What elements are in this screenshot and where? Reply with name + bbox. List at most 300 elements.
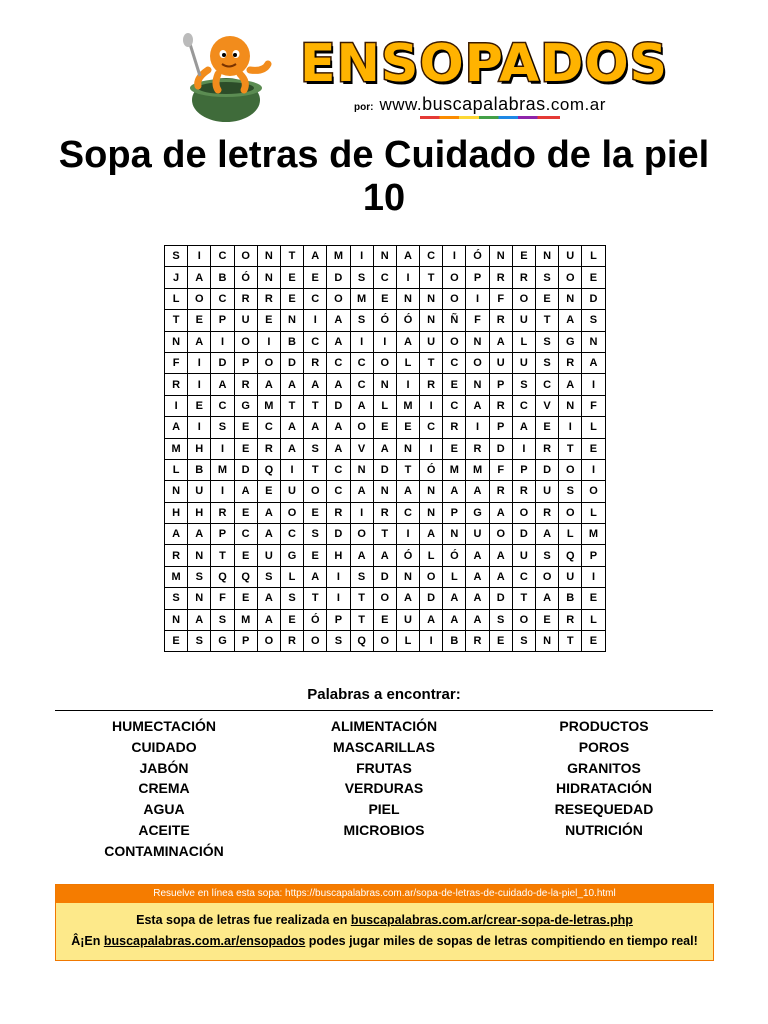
ensopados-link[interactable]: buscapalabras.com.ar/ensopados — [103, 934, 306, 948]
grid-cell: O — [559, 267, 582, 288]
word-item: HUMECTACIÓN — [112, 718, 216, 734]
word-search-grid — [164, 245, 606, 652]
grid-cell: A — [443, 609, 466, 630]
grid-cell: E — [234, 588, 257, 609]
grid-cell: S — [304, 524, 327, 545]
grid-row — [165, 524, 606, 545]
grid-cell: U — [188, 481, 211, 502]
grid-cell: T — [512, 588, 535, 609]
grid-cell: Ó — [443, 545, 466, 566]
grid-cell: D — [373, 566, 396, 587]
grid-cell: U — [280, 481, 303, 502]
grid-cell: U — [536, 481, 559, 502]
grid-cell: M — [396, 395, 419, 416]
word-item: PRODUCTOS — [559, 718, 649, 734]
grid-cell: D — [582, 288, 605, 309]
grid-cell: S — [188, 631, 211, 652]
grid-cell: O — [443, 288, 466, 309]
grid-cell: A — [396, 246, 419, 267]
grid-cell: O — [350, 417, 373, 438]
grid-cell: I — [280, 459, 303, 480]
grid-cell: R — [165, 545, 188, 566]
grid-cell: A — [396, 331, 419, 352]
grid-cell: N — [373, 374, 396, 395]
grid-cell: C — [304, 288, 327, 309]
grid-cell: S — [536, 545, 559, 566]
grid-cell: I — [188, 417, 211, 438]
word-item: PIEL — [368, 801, 400, 818]
word-column-1 — [54, 716, 274, 862]
grid-cell: D — [489, 438, 512, 459]
grid-cell: I — [188, 374, 211, 395]
grid-row — [165, 352, 606, 373]
grid-cell: I — [420, 395, 443, 416]
grid-cell: R — [234, 288, 257, 309]
grid-cell: A — [350, 481, 373, 502]
grid-cell: O — [466, 352, 489, 373]
grid-cell: R — [559, 609, 582, 630]
grid-cell: M — [211, 459, 234, 480]
online-solve-link[interactable]: Resuelve en línea esta sopa: https://buscapalabras.com.ar/sopa-de-letras-de-cuidado-de-la-piel_10.html — [56, 885, 713, 903]
grid-cell: T — [280, 395, 303, 416]
footer-line-2 — [56, 929, 713, 951]
grid-cell: A — [188, 267, 211, 288]
grid-cell: N — [536, 631, 559, 652]
grid-cell: L — [280, 566, 303, 587]
grid-cell: L — [165, 288, 188, 309]
grid-cell: P — [327, 609, 350, 630]
grid-cell: O — [443, 267, 466, 288]
footer-box — [55, 884, 714, 961]
grid-cell: A — [466, 545, 489, 566]
grid-cell: P — [234, 352, 257, 373]
grid-cell: E — [582, 438, 605, 459]
grid-cell: R — [373, 502, 396, 523]
grid-cell: I — [396, 374, 419, 395]
brand-name: ENSOPADOS — [300, 34, 669, 94]
grid-cell: R — [304, 352, 327, 373]
grid-cell: A — [489, 502, 512, 523]
grid-cell: U — [559, 566, 582, 587]
grid-cell: R — [466, 438, 489, 459]
grid-cell: C — [350, 374, 373, 395]
grid-cell: Ó — [234, 267, 257, 288]
grid-cell: E — [373, 417, 396, 438]
grid-cell: G — [466, 502, 489, 523]
grid-cell: N — [165, 331, 188, 352]
grid-row — [165, 417, 606, 438]
grid-cell: U — [559, 246, 582, 267]
grid-cell: P — [466, 267, 489, 288]
grid-cell: A — [582, 352, 605, 373]
grid-cell: E — [536, 417, 559, 438]
grid-cell: C — [420, 417, 443, 438]
grid-cell: O — [489, 524, 512, 545]
grid-cell: Ó — [396, 310, 419, 331]
page-title: Sopa de letras de Cuidado de la piel 10 — [58, 134, 710, 219]
grid-cell: E — [234, 502, 257, 523]
grid-cell: L — [582, 502, 605, 523]
grid-cell: E — [512, 246, 535, 267]
grid-cell: N — [443, 524, 466, 545]
grid-cell: T — [373, 524, 396, 545]
grid-cell: P — [211, 524, 234, 545]
grid-cell: H — [188, 502, 211, 523]
grid-cell: N — [373, 481, 396, 502]
grid-cell: A — [257, 374, 280, 395]
grid-cell: E — [234, 438, 257, 459]
grid-cell: E — [234, 545, 257, 566]
grid-cell: T — [350, 588, 373, 609]
grid-cell: R — [211, 502, 234, 523]
grid-cell: N — [188, 545, 211, 566]
grid-cell: A — [466, 481, 489, 502]
word-item: CUIDADO — [131, 738, 197, 755]
word-item: GRANITOS — [567, 759, 641, 776]
grid-cell: T — [211, 545, 234, 566]
grid-row — [165, 374, 606, 395]
grid-cell: N — [257, 267, 280, 288]
grid-cell: O — [512, 609, 535, 630]
grid-cell: N — [420, 288, 443, 309]
grid-cell: N — [165, 609, 188, 630]
grid-cell: Ó — [373, 310, 396, 331]
grid-cell: O — [373, 588, 396, 609]
grid-cell: O — [512, 502, 535, 523]
grid-cell: S — [512, 374, 535, 395]
grid-cell: O — [188, 288, 211, 309]
grid-cell: N — [420, 481, 443, 502]
grid-cell: S — [512, 631, 535, 652]
grid-cell: A — [327, 331, 350, 352]
grid-cell: U — [489, 352, 512, 373]
grid-cell: E — [280, 288, 303, 309]
brand-logo — [300, 34, 669, 94]
grid-cell: N — [188, 588, 211, 609]
grid-cell: N — [466, 374, 489, 395]
grid-cell: E — [536, 288, 559, 309]
grid-cell: U — [512, 310, 535, 331]
grid-cell: U — [512, 545, 535, 566]
grid-cell: S — [165, 246, 188, 267]
grid-cell: F — [466, 310, 489, 331]
grid-cell: U — [420, 331, 443, 352]
grid-cell: O — [234, 331, 257, 352]
footer-line-2-prefix: Â¡En — [71, 934, 104, 948]
grid-cell: G — [211, 631, 234, 652]
grid-cell: A — [350, 395, 373, 416]
grid-cell: R — [327, 502, 350, 523]
grid-cell: A — [396, 588, 419, 609]
grid-cell: Q — [257, 459, 280, 480]
grid-cell: D — [327, 524, 350, 545]
grid-cell: P — [512, 459, 535, 480]
grid-row — [165, 395, 606, 416]
grid-cell: P — [582, 545, 605, 566]
grid-cell: A — [327, 310, 350, 331]
byline-www: www. — [379, 95, 423, 114]
grid-cell: I — [582, 374, 605, 395]
grid-row — [165, 310, 606, 331]
grid-cell: I — [443, 246, 466, 267]
grid-cell: Ó — [396, 545, 419, 566]
grid-cell: Ó — [420, 459, 443, 480]
grid-cell: M — [350, 288, 373, 309]
grid-cell: I — [188, 352, 211, 373]
grid-cell: L — [420, 545, 443, 566]
grid-row — [165, 588, 606, 609]
grid-cell: E — [373, 609, 396, 630]
grid-cell: R — [234, 374, 257, 395]
grid-cell: B — [280, 331, 303, 352]
grid-cell: U — [466, 524, 489, 545]
grid-cell: A — [420, 524, 443, 545]
create-puzzle-link[interactable]: buscapalabras.com.ar/crear-sopa-de-letras.php — [350, 913, 633, 927]
grid-cell: I — [396, 524, 419, 545]
octopus-mascot-icon — [178, 30, 278, 125]
words-heading: Palabras a encontrar: — [307, 686, 461, 703]
grid-cell: E — [443, 374, 466, 395]
grid-cell: L — [373, 395, 396, 416]
grid-cell: A — [536, 588, 559, 609]
grid-cell: E — [304, 545, 327, 566]
word-item: ACEITE — [138, 821, 190, 838]
grid-cell: I — [396, 267, 419, 288]
byline — [354, 96, 606, 116]
grid-cell: O — [373, 352, 396, 373]
grid-cell: A — [165, 417, 188, 438]
grid-cell: I — [420, 438, 443, 459]
grid-cell: I — [512, 438, 535, 459]
grid-cell: Ñ — [443, 310, 466, 331]
grid-row — [165, 331, 606, 352]
grid-cell: A — [280, 374, 303, 395]
grid-cell: I — [420, 631, 443, 652]
grid-cell: E — [188, 395, 211, 416]
grid-cell: Q — [211, 566, 234, 587]
grid-cell: I — [582, 459, 605, 480]
grid-cell: F — [489, 288, 512, 309]
grid-cell: T — [396, 459, 419, 480]
grid-cell: O — [536, 566, 559, 587]
grid-cell: V — [350, 438, 373, 459]
word-item: MICROBIOS — [343, 821, 425, 838]
grid-cell: I — [327, 588, 350, 609]
grid-cell: A — [304, 417, 327, 438]
grid-cell: A — [234, 481, 257, 502]
grid-cell: D — [280, 352, 303, 373]
grid-cell: C — [512, 395, 535, 416]
grid-row — [165, 288, 606, 309]
grid-cell: C — [327, 352, 350, 373]
grid-cell: E — [257, 310, 280, 331]
grid-cell: A — [559, 374, 582, 395]
grid-cell: E — [188, 310, 211, 331]
divider — [55, 710, 713, 711]
grid-cell: A — [280, 438, 303, 459]
grid-cell: R — [512, 481, 535, 502]
grid-cell: A — [304, 566, 327, 587]
grid-cell: C — [327, 481, 350, 502]
grid-cell: A — [489, 331, 512, 352]
grid-cell: R — [489, 267, 512, 288]
grid-row — [165, 267, 606, 288]
grid-cell: O — [512, 288, 535, 309]
grid-cell: O — [582, 481, 605, 502]
grid-cell: T — [420, 267, 443, 288]
grid-row — [165, 609, 606, 630]
grid-cell: I — [327, 566, 350, 587]
footer-line-2-suffix: podes jugar miles de sopas de letras compitiendo en tiempo real! — [305, 934, 698, 948]
grid-cell: D — [420, 588, 443, 609]
grid-cell: A — [165, 524, 188, 545]
grid-cell: R — [280, 631, 303, 652]
grid-cell: A — [188, 609, 211, 630]
grid-cell: D — [234, 459, 257, 480]
grid-cell: M — [443, 459, 466, 480]
grid-cell: N — [420, 502, 443, 523]
word-item: FRUTAS — [356, 759, 412, 776]
grid-cell: A — [188, 331, 211, 352]
grid-cell: I — [211, 438, 234, 459]
grid-cell: O — [234, 246, 257, 267]
grid-cell: A — [211, 374, 234, 395]
grid-cell: P — [489, 374, 512, 395]
grid-cell: E — [304, 502, 327, 523]
grid-cell: I — [466, 288, 489, 309]
grid-cell: T — [536, 310, 559, 331]
grid-cell: L — [512, 331, 535, 352]
grid-cell: I — [165, 395, 188, 416]
grid-cell: U — [396, 609, 419, 630]
grid-cell: C — [327, 459, 350, 480]
grid-cell: L — [559, 524, 582, 545]
word-item: CREMA — [138, 780, 190, 797]
grid-cell: I — [211, 331, 234, 352]
grid-cell: R — [559, 352, 582, 373]
grid-cell: A — [466, 566, 489, 587]
grid-cell: A — [304, 374, 327, 395]
grid-cell: E — [280, 609, 303, 630]
grid-cell: S — [559, 481, 582, 502]
grid-cell: E — [582, 631, 605, 652]
grid-cell: T — [304, 459, 327, 480]
grid-cell: T — [304, 588, 327, 609]
grid-cell: E — [582, 267, 605, 288]
grid-cell: P — [443, 502, 466, 523]
grid-row — [165, 246, 606, 267]
grid-cell: L — [582, 609, 605, 630]
grid-cell: E — [234, 417, 257, 438]
grid-cell: F — [165, 352, 188, 373]
grid-cell: A — [396, 481, 419, 502]
grid-cell: R — [257, 438, 280, 459]
grid-cell: S — [350, 267, 373, 288]
word-item: CONTAMINACIÓN — [104, 842, 224, 859]
grid-cell: T — [304, 395, 327, 416]
grid-cell: Ó — [466, 246, 489, 267]
grid-cell: T — [420, 352, 443, 373]
grid-cell: A — [466, 609, 489, 630]
grid-cell: T — [350, 609, 373, 630]
grid-cell: A — [489, 566, 512, 587]
grid-cell: A — [350, 545, 373, 566]
grid-cell: G — [234, 395, 257, 416]
grid-cell: A — [512, 417, 535, 438]
grid-cell: S — [350, 310, 373, 331]
grid-cell: A — [327, 438, 350, 459]
grid-cell: R — [165, 374, 188, 395]
grid-cell: G — [559, 331, 582, 352]
grid-cell: S — [188, 566, 211, 587]
word-column-3 — [494, 716, 714, 841]
grid-cell: S — [582, 310, 605, 331]
grid-cell: F — [582, 395, 605, 416]
grid-cell: C — [536, 374, 559, 395]
grid-cell: I — [350, 246, 373, 267]
grid-cell: N — [582, 331, 605, 352]
grid-cell: G — [280, 545, 303, 566]
grid-cell: A — [489, 545, 512, 566]
grid-cell: R — [489, 310, 512, 331]
footer-line-1 — [56, 903, 713, 929]
grid-cell: N — [373, 246, 396, 267]
grid-cell: I — [466, 417, 489, 438]
grid-cell: I — [350, 502, 373, 523]
grid-cell: E — [280, 267, 303, 288]
grid-cell: N — [396, 288, 419, 309]
grid-cell: P — [489, 417, 512, 438]
grid-cell: T — [165, 310, 188, 331]
grid-cell: A — [466, 588, 489, 609]
grid-cell: E — [536, 609, 559, 630]
grid-cell: E — [582, 588, 605, 609]
grid-cell: N — [280, 310, 303, 331]
grid-cell: U — [512, 352, 535, 373]
grid-cell: E — [304, 267, 327, 288]
grid-cell: S — [257, 566, 280, 587]
grid-cell: N — [396, 438, 419, 459]
grid-cell: L — [582, 417, 605, 438]
grid-cell: U — [257, 545, 280, 566]
grid-cell: A — [257, 524, 280, 545]
grid-row — [165, 566, 606, 587]
grid-cell: S — [536, 352, 559, 373]
grid-cell: M — [234, 609, 257, 630]
grid-cell: A — [257, 609, 280, 630]
grid-cell: A — [188, 524, 211, 545]
grid-cell: O — [304, 631, 327, 652]
grid-cell: N — [165, 481, 188, 502]
grid-cell: F — [211, 588, 234, 609]
byline-tld: .com.ar — [545, 95, 606, 114]
grid-cell: A — [443, 481, 466, 502]
grid-cell: C — [211, 246, 234, 267]
grid-cell: B — [211, 267, 234, 288]
grid-cell: S — [211, 417, 234, 438]
grid-row — [165, 481, 606, 502]
grid-cell: E — [373, 288, 396, 309]
grid-cell: C — [512, 566, 535, 587]
grid-row — [165, 438, 606, 459]
grid-cell: N — [559, 395, 582, 416]
grid-cell: N — [257, 246, 280, 267]
grid-cell: L — [396, 631, 419, 652]
grid-cell: Q — [559, 545, 582, 566]
grid-cell: D — [489, 588, 512, 609]
grid-cell: R — [489, 395, 512, 416]
grid-cell: M — [582, 524, 605, 545]
